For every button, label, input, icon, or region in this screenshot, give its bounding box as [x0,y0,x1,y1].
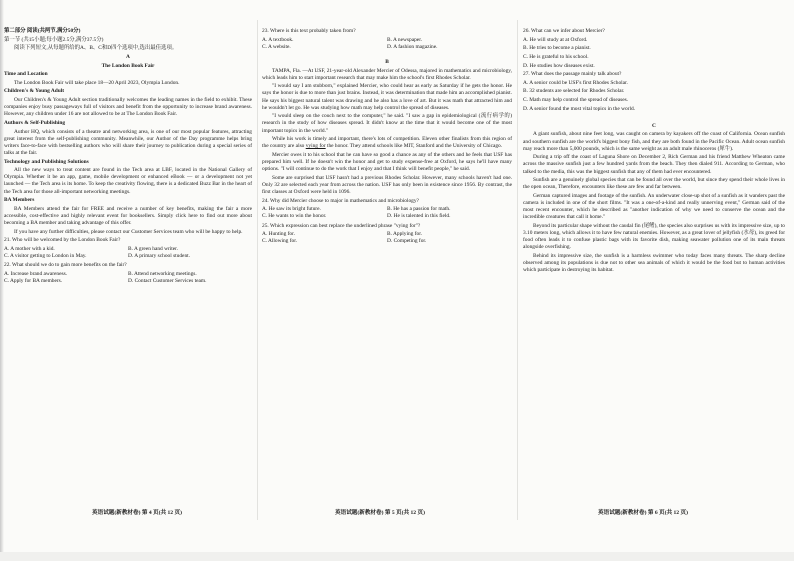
option-c: C. Apply for BA members. [4,277,63,284]
option-b: B. A green hand writer. [128,245,179,252]
option-c: C. Math may help control the spread of diseases. [523,97,629,103]
option-a: A. A senior could be USF's first Rhodes Scholar. [523,79,628,86]
option-d: D. He is talented in this field. [387,213,451,220]
subheading: Technology and Publishing Solutions [4,158,89,165]
paragraph: During a trip off the coast of Laguna Shore on December 2, Rich German and his friend Matthew Wheaton came across the massive sunfish just a few hundred yards from the beach. They then dialed 911. According to German, who talked to the media, this was the biggest sunfish that any of them had ever encountered. [523,154,785,175]
option-b: B. 32 students are selected for Rhodes Scholar. [523,88,625,95]
option-d: D. Contact Customer Services team. [128,277,207,284]
option-b: B. Attend networking meetings. [128,270,197,277]
passage-label: B [385,58,389,65]
question-options [4,271,252,285]
subheading: Children's & Young Adult [4,88,65,95]
subheading: Time and Location [4,71,48,78]
section-heading: 第一节 (共15小题;每小题2.5分,满分37.5分) [4,36,104,43]
question-stem: 26. What can we infer about Mercier? [523,28,605,34]
column-page-5 [262,28,512,247]
question-stem: 24. Why did Mercier choose to major in mathematics and microbiology? [262,197,419,204]
scan-edge [0,552,794,561]
option-b: B. He has a passion for math. [387,206,451,213]
option-c: C. He is grateful to his school. [523,53,589,60]
passage-label: C [652,122,656,129]
question-options [262,231,512,245]
option-a: A. He will study at at Oxford. [523,36,588,43]
paragraph: All the new ways to treat content are found in the Tech area at LBF, located in the National Gallery of Olympia. Whether it be an app, game, mobile development or enhanced eBook — or a development not yet launched — the Tech area is its home. To keep the creativity flowing, there is a dedicated Buzz Bar in the heart of the Tech area for those all-important networking meetings. [4,167,252,195]
paragraph [262,136,512,150]
paragraph: Beyond its particular shape without the caudal fin (尾鳍), the species also surprises us with its impressive size, up to 3.10 meters long, which allows it to have few natural enemies. However, as a great lover of jellyfish (水母), its greed for food often leads it to confuse plastic bags with its favorite dish, making seawater pollution one of its main threats alongside overfishing. [523,222,785,251]
option-a: A. A mother with a kid. [4,245,55,252]
paragraph: The London Book Fair will take place 18—20 April 2023, Olympia London. [14,79,180,86]
paragraph: BA Members attend the fair for FREE and receive a number of key benefits, making the fair a more accessible, cost-effective and highly relevant event for booksellers. Simply click here to find out more about becoming a BA member and taking advantage of this offer. [4,205,252,226]
option-d: D. A senior found the most vital topics in the world. [523,105,635,112]
option-d: D. He studies how diseases exist. [523,62,595,69]
text-run: While his work is timely and important, there's lots of competition. Eleven other finalists from this region of the country are also [262,136,512,150]
paragraph: Our Children's & Young Adult section traditionally welcomes the leading names in the field to exhibit. These companies enjoy busy passageways full of visitors and benefit from the opportunity to increase brand awareness. However, any children under 16 are not allowed to be at The London Book Fair. [4,97,252,118]
paragraph: "I would sleep on the couch next to the computer," he said. "I saw a gap in epidemiological (流行病学的) research in the study of how diseases spread. It didn't know at the time that it would become one of the most important topics in the world." [262,113,512,134]
option-c: C. A visitor getting to London in May. [4,253,87,259]
passage-title: The London Book Fair [101,62,155,69]
paragraph: If you have any further difficulties, please contact our Customer Services team who will be happy to help. [14,228,243,235]
column-divider [517,20,518,520]
option-d: D. Competing for. [387,238,427,245]
question-stem: 21. Who will be welcomed by the London Book Fair? [4,237,121,244]
question-stem: 23. Where is this text probably taken from? [262,28,356,34]
question-options [262,206,512,220]
paragraph: Sunfish are a genuinely global species that can be found all over the world, but since they spend their whole lives in the open ocean, Therefore, encounters like these are few and far between. [523,177,785,191]
passage-label: A [126,53,130,60]
question-stem: 25. Which expression can best replace the underlined phrase "vying for"? [262,222,421,229]
option-c: C. He wants to win the honor. [262,213,327,220]
option-a: A. He saw its bright future. [262,206,321,213]
option-d: D. A primary school student. [128,253,190,259]
paragraph: German captured images and footage of the sunfish. An underwater close-up shot of a sunfish as it wanders past the camera is included in one of the short films. "It was a one-of-a-kind and really unnerving event," German said of the most recent encounter, which he described as "another indication of why we need to conserve the ocean and the incredible creatures that call it home." [523,192,785,221]
question-stem: 27. What does the passage mainly talk about? [523,71,622,78]
column-divider [257,20,258,520]
column-page-6 [523,28,785,276]
paragraph: Author HQ, which consists of a theatre and networking area, is one of our most popular features, attracting great interest from the self-publishing community. Meanwhile, our Author of the Day programme helps bring writers face-to-face with bestselling authors who will share their journey to publication during a special series of talks at the fair. [4,128,252,156]
option-c: C. Allowing for. [262,238,298,245]
subheading: Authors & Self-Publishing [4,119,66,126]
paragraph: Some are surprised that USF hasn't had a previous Rhodes Scholar. However, many schools haven't had one. Only 32 are selected each year from across the nation. USF has only been in existence since 1956. By contrast, the first classes at Oxford were held in 1096. [262,174,512,195]
page-footer-6: 英语试题(新教材卷) 第 6 页(共 12 页) [598,510,688,516]
paragraph: TAMPA, Fla. —At USF, 21-year-old Alexander Mercier of Odessa, majored in mathematics and microbiology, which leads him to start important research that may make him the school's first Rhodes Scholar. [262,67,512,81]
option-a: A. Increase brand awareness. [4,270,68,277]
option-b: B. A newspaper. [387,36,423,43]
paragraph: Behind its impressive size, the sunfish is a harmless swimmer who today faces many threats. The sharp decline observed among its populations is due not to other sea animals of which it would be the food but to human activities which participate in destroying its habitat. [523,252,785,274]
page-footer-4: 英语试题(新教材卷) 第 4 页(共 12 页) [92,510,182,516]
instruction: 阅读下列短文,从每题所给的A、B、C和D四个选项中,选出最佳选项。 [14,45,178,52]
option-a: A. A textbook. [262,36,294,43]
option-b: B. He tries to become a pianist. [523,45,591,52]
option-a: A. Hunting for. [262,231,295,238]
question-options [262,37,512,51]
question-stem: 22. What should we do to gain more benefits on the fair? [4,262,127,269]
question-options [4,246,252,260]
option-d: D. A fashion magazine. [387,43,438,50]
paragraph: "I would say I am stubborn," explained Mercier, who could hear as early as Saturday if he gets the honor. He says the honor is due to more than just brains. Instead, it was determination that made him an accomplished pianist. He says his biggest natural talent was drawing and he also has a love of art. But it was math that attracted him and he wouldn't let go. He was studying how math may help control the spread of diseases. [262,83,512,111]
paragraph: Mercier owes it to his school that he can have so good a chance as any of the others and he feels that USF has prepared him well. If he doesn't win the honor and get to study expense-free at Oxford, he says he'll have many options. "I will continue to do the work that I enjoy and that I think will benefit people," he said. [262,151,512,173]
page-footer-5: 英语试题(新教材卷) 第 5 页(共 12 页) [335,510,425,516]
option-b: B. Applying for. [387,231,423,238]
column-page-4 [4,28,252,287]
option-c: C. A website. [262,43,291,50]
underlined-phrase: vying for [305,143,326,150]
part-heading: 第二部分 阅读(共两节,满分50分) [4,28,81,34]
text-run: the honor. They attend schools like MIT, Stanford and the University of Chicago. [325,143,503,150]
paragraph: A giant sunfish, about nine feet long, was caught on camera by kayakers off the coast of California. Ocean sunfish and southern sunfish are the world's biggest bony fish, and they are both found in the Pacific Ocean. Adult ocean sunfish may reach more than 5,000 pounds, which is the same weight as an adult male rhinoceros (犀牛). [523,131,785,152]
subheading: BA Members [4,197,35,204]
